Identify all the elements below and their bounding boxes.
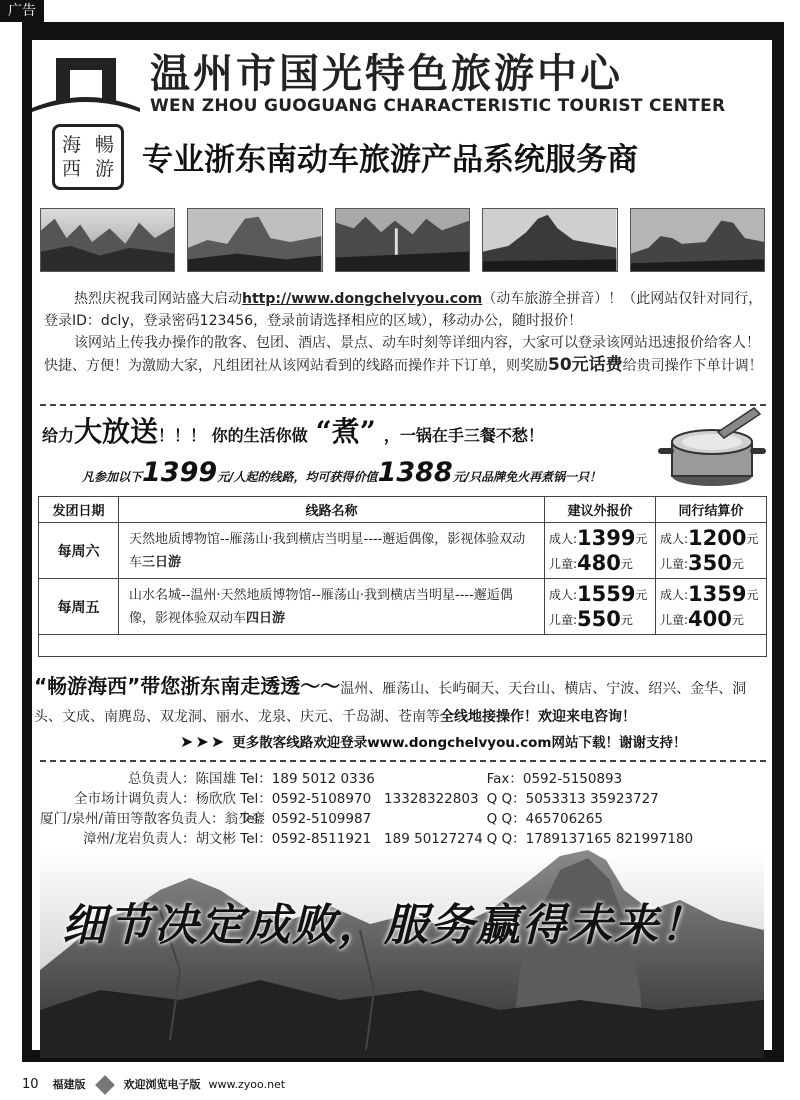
- table-row-empty: [39, 635, 767, 657]
- departure-day: 每周五: [39, 579, 119, 635]
- footer-site[interactable]: www.zyoo.net: [208, 1078, 286, 1091]
- company-title-en: WEN ZHOU GUOGUANG CHARACTERISTIC TOURIST CENTER: [150, 96, 726, 116]
- price-label: 成人:: [549, 587, 578, 602]
- promo-price: 1399: [142, 457, 218, 488]
- route-name: [119, 523, 545, 579]
- route-text: 山水名城--温州·天然地质博物馆--雁荡山·我到横店当明星----邂逅偶像，影视体验双动车: [129, 587, 513, 626]
- price-value: 350: [688, 550, 732, 575]
- tel-number: 13328322803: [384, 791, 479, 807]
- destinations-headline: “畅游海西”带您浙东南走透透～～: [34, 674, 341, 698]
- table-row: [39, 523, 767, 579]
- more-routes-text: 更多散客线路欢迎登录www.dongchelvyou.com网站下载！谢谢支持！: [232, 735, 687, 751]
- seal-char: 游: [94, 158, 114, 180]
- cooking-pot-image: [658, 404, 766, 490]
- intro-text-c: 该网站上传我办操作的散客、包团、酒店、景点、动车时刻等详细内容，大家可以登录该网站迅速报价给客人！快捷、方便！为激励大家，凡组团社从该网站看到的线路而操作并下订单，则奖励: [44, 335, 760, 374]
- adult-price-line: [660, 526, 762, 551]
- scenery-photo: [40, 208, 175, 272]
- company-title-cn: 温州市国光特色旅游中心: [150, 51, 623, 97]
- scenery-photo-strip: [40, 208, 765, 272]
- child-price-line: [549, 607, 651, 632]
- more-routes-notice: [180, 730, 686, 755]
- contact-row: [40, 809, 770, 829]
- scenery-photo: [482, 208, 617, 272]
- price-value: 1200: [688, 525, 747, 550]
- price-unit: 元: [635, 531, 648, 546]
- price-value: 1359: [688, 581, 747, 606]
- contact-role: 总负责人：陈国雄: [128, 771, 236, 787]
- promo-zhu: “煮”: [315, 415, 376, 448]
- price-unit: 元: [746, 587, 759, 602]
- column-header: 发团日期: [39, 497, 119, 523]
- destinations-list: 温州、雁荡山、长屿硐天、天台山、横店、宁波、绍兴、金华、洞头、文成、南麂岛、双龙洞、丽水、龙泉、庆元、千岛湖、苍南等: [34, 681, 747, 725]
- price-value: 550: [577, 606, 621, 631]
- intro-text-d: 给贵司操作下单计调！: [622, 358, 763, 374]
- price-label: 儿童:: [660, 556, 689, 571]
- seal-char: 暢: [94, 134, 114, 156]
- route-name: [119, 579, 545, 635]
- page-number: 10: [22, 1077, 39, 1092]
- empty-cell: [39, 635, 767, 657]
- adult-price-line: [549, 526, 651, 551]
- contact-row: [40, 769, 770, 789]
- price-unit: 元: [635, 587, 648, 602]
- promo-text: ，一锅在手三餐不愁！: [383, 426, 544, 445]
- contact-fax: Fax：0592-5150893: [486, 771, 623, 787]
- tel-number: Tel：0592-5108970: [240, 791, 372, 807]
- price-unit: 元: [731, 556, 744, 571]
- contact-role: 厦门/泉州/莆田等散客负责人：翁少銮: [40, 811, 266, 827]
- seal-char: 海: [61, 134, 81, 156]
- price-label: 成人:: [660, 531, 689, 546]
- reward-amount: 50元话费: [548, 355, 623, 375]
- promo-big-text: 大放送: [74, 415, 159, 448]
- motto: 细节决定成败，服务赢得未来！: [62, 900, 706, 951]
- tour-price-table: [38, 496, 767, 657]
- tel-number: Tel：0592-8511921: [240, 831, 372, 847]
- contact-tel: [240, 789, 482, 809]
- promo-text: ！！！ 你的生活你做: [158, 426, 308, 445]
- ad-label: 广告: [0, 0, 44, 22]
- price-label: 儿童:: [660, 612, 689, 627]
- price-unit: 元: [731, 612, 744, 627]
- tel-number: 189 50127274: [384, 831, 483, 847]
- page-footer: [22, 1074, 285, 1096]
- contact-role: 漳州/龙岩负责人：胡文彬: [82, 831, 236, 847]
- price-value: 400: [688, 606, 732, 631]
- promo-text: 给力: [42, 426, 75, 445]
- contact-row: [40, 829, 770, 849]
- divider: [40, 760, 766, 762]
- company-logo: [30, 52, 142, 114]
- route-duration: 三日游: [142, 554, 182, 570]
- route-duration: 四日游: [246, 610, 286, 626]
- promo-headline: [42, 414, 544, 454]
- arrow-icon: ➤➤➤: [180, 732, 227, 751]
- child-price-line: [549, 551, 651, 576]
- price-unit: 元: [620, 612, 633, 627]
- column-header: 同行结算价: [656, 497, 767, 523]
- price-value: 1399: [577, 525, 636, 550]
- route-text: 天然地质博物馆--雁荡山·我到横店当明星----邂逅偶像，影视体验双动车: [129, 531, 526, 570]
- promo-offer-text: 元/只品牌免火再煮锅一只！: [452, 470, 602, 484]
- contact-row: [40, 789, 770, 809]
- contact-qq: Q Q：5053313 35923727: [486, 791, 659, 807]
- edition-label: 福建版: [52, 1078, 86, 1091]
- scenery-photo: [335, 208, 470, 272]
- adult-price-line: [549, 582, 651, 607]
- retail-price: [545, 523, 656, 579]
- seal-char: 西: [61, 158, 81, 180]
- retail-price: [545, 579, 656, 635]
- promo-gift-value: 1388: [377, 457, 453, 488]
- footer-text: 欢迎浏览电子版: [123, 1078, 201, 1091]
- peer-price: [656, 523, 767, 579]
- intro-paragraph: [44, 288, 764, 332]
- peer-price: [656, 579, 767, 635]
- adult-price-line: [660, 582, 762, 607]
- price-label: 成人:: [549, 531, 578, 546]
- destinations-emphasis: 全线地接操作！欢迎来电咨询！: [440, 709, 636, 725]
- intro-text-b: （动车旅游全拼音）！（此网站仅针对同行，登录ID：dcly，登录密码123456，登录前请选择相应的区域），移动办公，随时报价！: [44, 291, 763, 329]
- promo-offer-text: 元/人起的线路，均可获得价值: [217, 470, 378, 484]
- scenery-photo: [630, 208, 765, 272]
- contact-tel: [240, 829, 482, 849]
- intro-text: [44, 288, 764, 377]
- departure-day: 每周六: [39, 523, 119, 579]
- price-label: 儿童:: [549, 556, 578, 571]
- contact-tel: Tel：189 5012 0336: [240, 771, 375, 787]
- column-header: 建议外报价: [545, 497, 656, 523]
- intro-text-a: 热烈庆祝我司网站盛大启动: [74, 291, 242, 307]
- column-header: 线路名称: [119, 497, 545, 523]
- slogan: 专业浙东南动车旅游产品系统服务商: [142, 142, 638, 178]
- contact-role: 全市场计调负责人：杨欣欣: [74, 791, 236, 807]
- diamond-logo-icon: [95, 1075, 115, 1095]
- website-link[interactable]: http://www.dongchelvyou.com: [242, 291, 483, 307]
- promo-offer-text: 凡参加以下: [82, 470, 143, 484]
- promo-offer: [82, 456, 601, 494]
- price-value: 1559: [577, 581, 636, 606]
- intro-paragraph: [44, 332, 764, 377]
- price-value: 480: [577, 550, 621, 575]
- contact-qq: Q Q：465706265: [486, 811, 603, 827]
- contact-tel: Tel：0592-5109987: [240, 811, 372, 827]
- seal-logo: [52, 124, 124, 190]
- table-row: [39, 579, 767, 635]
- price-label: 成人:: [660, 587, 689, 602]
- child-price-line: [660, 551, 762, 576]
- contact-qq: Q Q：1789137165 821997180: [486, 831, 694, 847]
- table-header-row: [39, 497, 767, 523]
- scenery-photo: [187, 208, 322, 272]
- price-unit: 元: [746, 531, 759, 546]
- child-price-line: [660, 607, 762, 632]
- price-label: 儿童:: [549, 612, 578, 627]
- price-unit: 元: [620, 556, 633, 571]
- destinations-text: [34, 672, 769, 731]
